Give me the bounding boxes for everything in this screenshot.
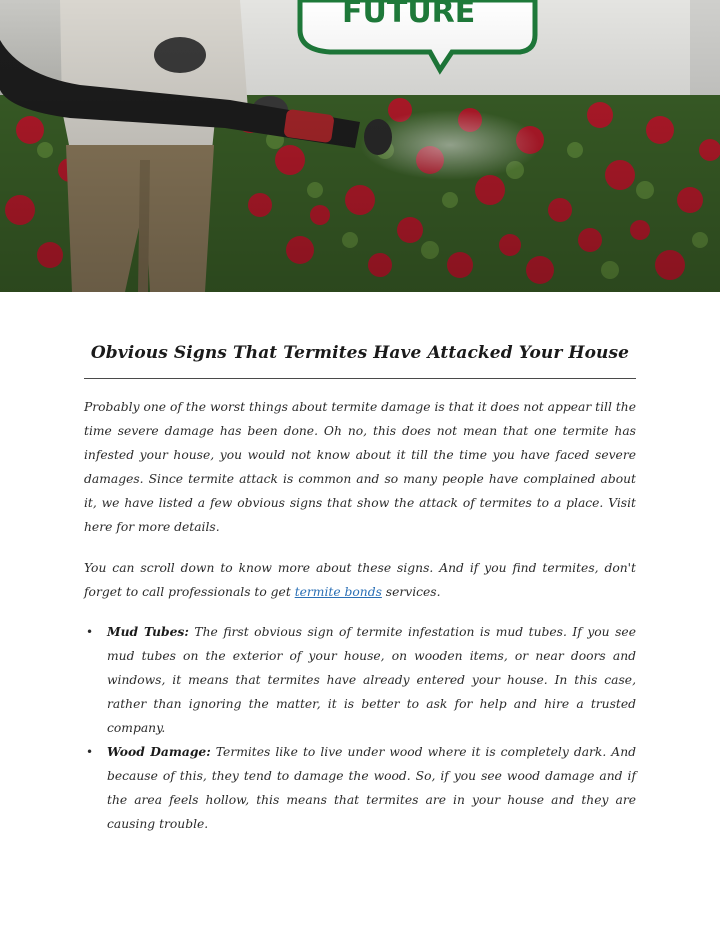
second-paragraph [84, 556, 636, 604]
hero-image [0, 0, 720, 292]
termite-bonds-link[interactable]: termite bonds [294, 585, 382, 599]
sign-description: Termites like to live under wood where it is completely dark. And because of this, they tend to damage the wood. So, if you see wood damage and if the area feels hollow, this means that termites are in your house and they are causing trouble. [107, 745, 636, 831]
sign-term: Wood Damage: [107, 744, 211, 759]
article-title: Obvious Signs That Termites Have Attacked Your House [90, 343, 630, 363]
second-paragraph-start: You can scroll down to know more about these signs. And if you find termites, don't forget to call professionals to get [84, 561, 636, 599]
signs-list [84, 620, 636, 836]
list-item [84, 620, 636, 740]
title-divider [84, 378, 636, 379]
sign-term: Mud Tubes: [107, 624, 189, 639]
bullet-icon: • [86, 745, 94, 759]
intro-paragraph: Probably one of the worst things about termite damage is that it does not appear till the time severe damage has been done. Oh no, this does not mean that one termite has infested your house, you would not know about it till the time you have faced severe damages. Since termite attack is common and so many people have complained about it, we have listed a few obvious signs that show the attack of termites to a place. Visit here for more details. [84, 400, 636, 534]
hero-photo-illustration [0, 0, 720, 292]
bullet-icon: • [86, 625, 94, 639]
second-paragraph-end: services. [381, 585, 441, 599]
sign-description: The first obvious sign of termite infestation is mud tubes. If you see mud tubes on the exterior of your house, on wooden items, or near doors and windows, it means that termites have already entered your house. In this case, rather than ignoring the matter, it is better to ask for help and hire a trusted company. [107, 625, 636, 735]
list-item [84, 740, 636, 836]
